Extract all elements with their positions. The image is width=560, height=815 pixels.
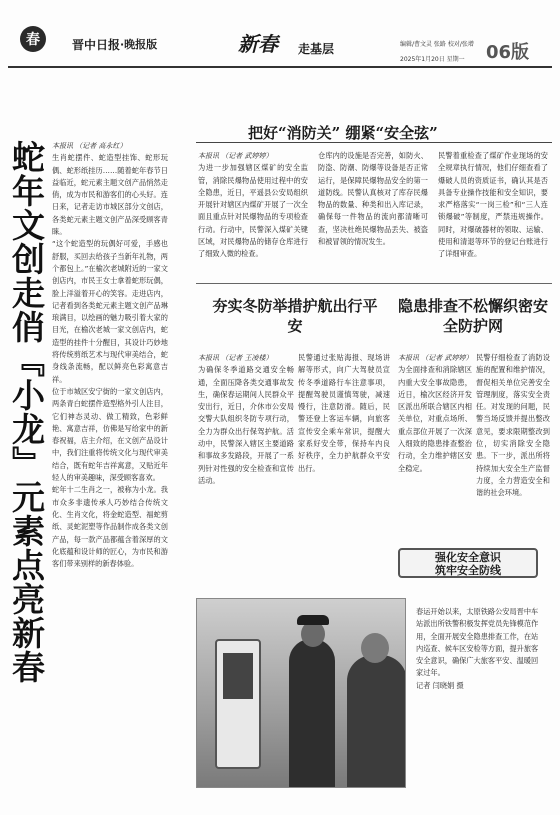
left-story-body: [52, 140, 168, 775]
winter-safety-headline: 夯实冬防举措护航出行平安: [212, 297, 378, 335]
top-story-title: 把好“消防关” 绷紧“安全弦”: [248, 124, 438, 142]
photo-credit: 记者 闫晓娟 摄: [416, 680, 464, 690]
winter-safety-text: 为确保冬季道路交通安全畅通，全面压降各类交通事故发生，确保春运期间人民群众平安出行，近日，介休市公安局交警大队组织冬防专项行动，全力为群众出行保驾护航。活动中，民警深入辖区主要道路和事故多发路段，开展了一系列针对性强的安全检查和宣传活动。: [198, 365, 294, 485]
left-story-paragraph: 蛇年十二生肖之一，被称为小龙。我市众多非遗传承人巧妙结合传统文化、生肖文化，将金蛇造型、福蛇剪纸、灵蛇泥塑等作品制作成各类文创产品，每一款产品都蕴含着深厚的文化底蕴和设计师的匠心，为市民和游客们带来别样的新春体验。: [52, 485, 168, 569]
safety-slogan-stamp: [398, 548, 538, 578]
hazard-check-byline: 本报讯 （记者 武婷婷）: [398, 354, 472, 362]
left-story-headline: 蛇年文创走俏『小龙』元素点亮新春: [7, 140, 46, 684]
hazard-check-text: 为全面排查和消除辖区内重大安全事故隐患，近日，榆次区经济开发区派出所联合辖区内相关单位，对重点场所、重点部位开展了一次深入细致的隐患排查整治行动，全力维护辖区安全稳定。: [398, 365, 472, 473]
top-story-rule: [196, 142, 552, 143]
ticket-kiosk: [215, 639, 261, 769]
top-story-text: 为进一步加强辖区煤矿的安全监管，消除民爆物品使用过程中的安全隐患，近日，平遥县公安局组织开展针对辖区内煤矿开展了一次全面且重点针对民爆物品的专项检查行动。行动中，民警深入煤矿关键区域，对民爆物品的储存仓库进行了细致入微的检查。: [198, 163, 308, 259]
news-photo: [196, 598, 406, 788]
winter-safety-column-2: [298, 352, 390, 584]
police-officer-figure: [289, 639, 335, 788]
left-story-paragraph: “这个蛇造型的玩偶好可爱，手感也舒服，买回去给孩子当新年礼物，两个都包上。”在榆次老城附近的一家文创店内，市民王女士拿着蛇形玩偶，脸上洋溢着开心的笑容。走进店内，记者看到各类蛇元素主题文创产品琳琅满目，以绘画的魅力吸引着大家的目光，在榆次老城一家文创店内，蛇造型的挂件十分醒目，其设计巧妙地将传统剪纸艺术与现代审美结合，蛇身线条流畅，配以鲜亮色彩寓意吉祥。: [52, 239, 168, 384]
passenger-figure: [347, 655, 406, 788]
issue-date: 2025年1月20日 星期一: [400, 56, 465, 63]
officer-cap: [297, 615, 329, 625]
top-story-column-1: [198, 150, 308, 275]
hazard-check-column-1: [398, 352, 472, 542]
top-story-column-2: [318, 150, 428, 275]
left-story-paragraph: 位于市城区安宁街的一家文创店内，两条青白蛇摆件造型格外引人注目，它们神态灵动、做工精致，色彩鲜艳、寓意吉祥，仿佛是写给家中的新春祝福，店主介绍，在文创产品设计中，我们注重将传统文化与现代审美结合，既有蛇年吉祥寓意，又贴近年轻人的审美趣味，深受顾客喜欢。: [52, 386, 168, 483]
hazard-check-column-2: [476, 352, 550, 542]
top-story-text: 民警着重检查了煤矿作业现场的安全规章执行情况，他们仔细查看了爆破人员的资质证书，确认其是否具备专业操作技能和安全知识，要求严格落实“一岗三检”和“三人连锁爆破”等制度，严禁违规操作。同时，对爆破器材的领取、运输、使用和清退等环节的登记台账进行了详细审查。: [438, 151, 548, 259]
top-story-column-3: [438, 150, 548, 275]
kiosk-screen: [223, 653, 253, 699]
top-story-byline: 本报讯 （记者 武婷婷）: [198, 152, 273, 160]
editor-credits: 编辑/曹文灵 张路 校对/张增: [400, 41, 474, 48]
left-story-byline: 本报讯 （记者 高永红）: [52, 142, 127, 150]
left-story-paragraph: 生肖蛇摆件、蛇造型挂饰、蛇形玩偶、蛇形纸挂历……随着蛇年春节日益临近，蛇元素主题文创产品悄然走俏，成为市民和游客们的心头好。连日来，记者走访市城区部分文创店，各类蛇元素主题文创产品深受顾客青睐。: [52, 153, 168, 237]
hazard-check-headline: 隐患排查不松懈织密安全防护网: [398, 297, 549, 335]
passenger-head: [361, 633, 389, 663]
top-story-text: 仓库内的设施是否完善，如防火、防盗、防潮、防爆等设备是否正常运行，是保障民爆物品安全的第一道防线。民警认真核对了库存民爆物品的数量、种类和出入库记录，确保每一件物品的流向都清晰可查，坚决杜绝民爆物品丢失、被盗和被冒领的情况发生。: [318, 151, 428, 247]
page-number: 06版: [486, 42, 530, 63]
section-subtitle: 走基层: [298, 42, 335, 56]
masthead: [0, 0, 560, 70]
photo-caption-text: 春运开始以来，太原铁路公安局晋中车站派出所铁警积极发挥党员先锋模范作用，全面开展安全隐患排查工作，在站内巡查、候车区安检等方面，提升旅客安全意识，确保广大旅客平安、温暖回家过年。: [416, 607, 539, 678]
winter-safety-text: 民警通过张贴海报、现场讲解等形式，向广大驾驶员宣传冬季道路行车注意事项，提醒驾驶员谨慎驾驶，减速慢行，注意防滑。随后，民警还登上客运车辆，向旅客宣传安全乘车常识，提醒大家系好安全带，保持车内良好秩序，全力护航群众平安出行。: [298, 353, 390, 473]
paper-name: 晋中日报: [72, 38, 121, 52]
logo-seal: 春: [20, 26, 46, 52]
paper-edition: ·晚报版: [120, 38, 158, 51]
middle-rule: [196, 283, 552, 284]
photo-caption: [416, 606, 542, 766]
header-rule: [8, 66, 552, 68]
winter-safety-byline: 本报讯 （记者 王凌楼）: [198, 354, 273, 362]
section-title: 新春: [238, 32, 278, 56]
hazard-check-text: 民警仔细检查了消防设施的配置和维护情况，督促相关单位完善安全管理制度，落实安全责任。对发现的问题，民警当场反馈并提出整改意见，要求限期整改到位，切实消除安全隐患。下一步，派出所将持续加大安全生产监督力度，全力营造安全和谐的社会环境。: [476, 353, 550, 498]
slogan-line-1: 强化安全意识: [435, 551, 501, 564]
winter-safety-column-1: [198, 352, 294, 584]
slogan-line-2: 筑牢安全防线: [435, 564, 501, 577]
